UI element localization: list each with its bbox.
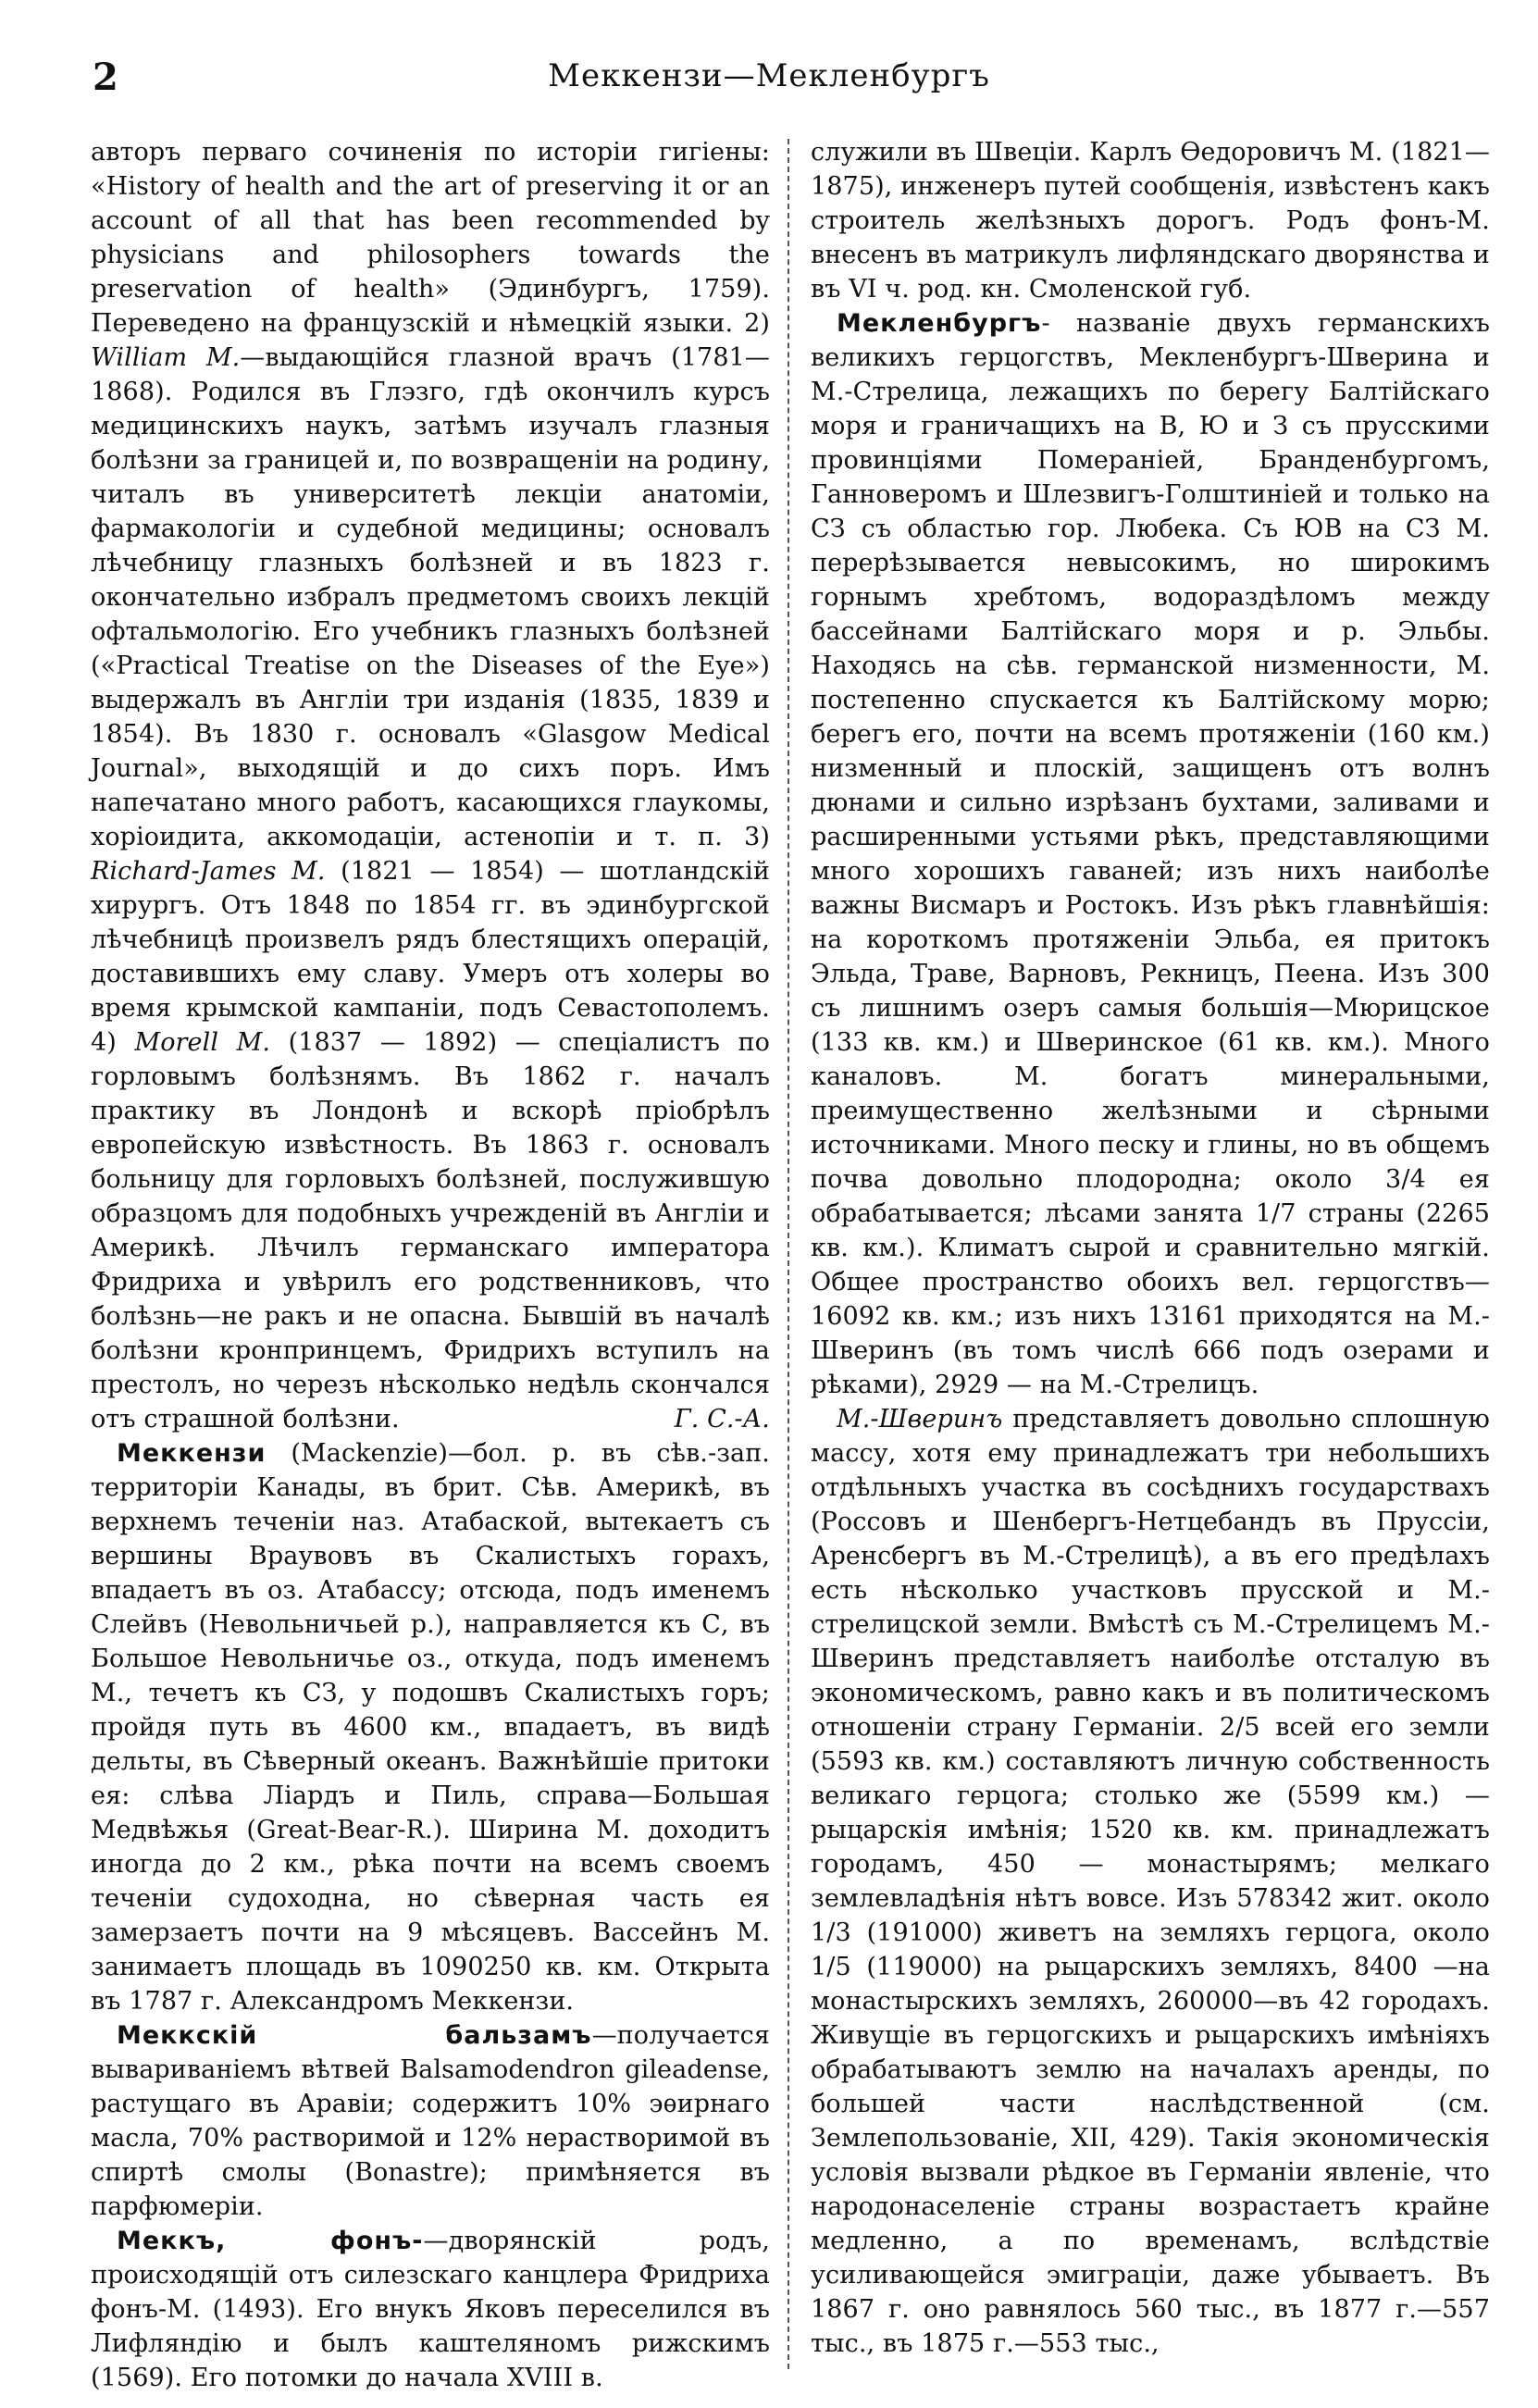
article-text: (Mackenzie)—бол. р. въ сѣв.-зап. территоріи Канады, въ брит. Сѣв. Америкѣ, въ верхнемъ теченіи наз. Атабаской, вытекаетъ съ вершины Враувовъ въ Скалистыхъ горахъ, впадаетъ въ оз. Атабассу; отсюда, подъ именемъ Слейвъ (Невольничьей р.), направляется къ С, въ Большое Невольничье оз., откуда, подъ именемъ М., течетъ къ СЗ, у подошвъ Скалистыхъ горъ; пройдя путь въ 4600 км., впадаетъ, въ видѣ дельты, въ Сѣверный океанъ. Важнѣйшіе притоки ея: слѣва Ліардъ и Пиль, справа—Большая Медвѣжья (Great-Bear-R.). Ширина М. доходитъ иногда до 2 км., рѣка почти на всемъ своемъ теченіи судоходна, но сѣверная часть ея замерзаетъ почти на 9 мѣсяцевъ. Вассейнъ М. занимаетъ площадь въ 1090250 кв. км. Открыта въ 1787 г. Александромъ Меккензи.	[91, 1439, 770, 2016]
article-text: представляетъ довольно сплошную массу, хотя ему принадлежатъ три небольшихъ отдѣльныхъ участка въ сосѣднихъ государствахъ (Россовъ и Шенбергъ-Нетцебандъ въ Пруссіи, Аренсбергъ въ М.-Стрелицѣ), а въ его предѣлахъ есть нѣсколько участковъ прусской и М.-стрелицской земли. Вмѣстѣ съ М.-Стрелицемъ М.-Шверинъ представляетъ наиболѣе отсталую въ экономическомъ, равно какъ и въ политическомъ отношеніи страну Германіи. 2/5 всей его земли (5593 кв. км.) составляютъ личную собственность великаго герцога; столько же (5599 км.) —рыцарскія имѣнія; 1520 кв. км. принадлежатъ городамъ, 450 — монастырямъ; мелкаго землевладѣнія нѣтъ вовсе. Изъ 578342 жит. около 1/3 (191000) живетъ на земляхъ герцога, около 1/5 (119000) на рыцарскихъ земляхъ, 8400 —на монастырскихъ земляхъ, 260000—въ 42 городахъ. Живущіе въ герцогскихъ и рыцарскихъ имѣніяхъ обрабатываютъ землю на началахъ аренды, по большей части наслѣдственной (см. Землепользованіе, XII, 429). Такія экономическія условія вызвали рѣдкое въ Германіи явленіе, что народонаселеніе страны возрастаетъ крайне медленно, а по временамъ, вслѣдствіе усиливающейся эмиграціи, даже убываетъ. Въ 1867 г. оно равнялось 560 тыс., въ 1877 г.—557 тыс., въ 1875 г.—553 тыс.,	[811, 1405, 1490, 2358]
left-column	[91, 135, 771, 2392]
headword: Мекленбургъ	[837, 309, 1042, 338]
article-text: (1821 — 1854) — шотландскій хирургъ. Отъ 1848 по 1854 гг. въ эдинбургской лѣчебницѣ произвелъ рядъ блестящихъ операцій, доставившихъ ему славу. Умеръ отъ холеры во время крымской кампаніи, подъ Севастополемъ. 4)	[91, 857, 770, 1057]
article-text: —выдающійся глазной врачъ (1781—1868). Родился въ Глэзго, гдѣ окончилъ курсъ медицинскихъ наукъ, затѣмъ изучалъ глазныя болѣзни за границей и, по возвращеніи на родину, читалъ въ университетѣ лекціи анатоміи, фармакологіи и судебной медицины; основалъ лѣчебницу глазныхъ болѣзней и въ 1823 г. окончательно избралъ предметомъ своихъ лекцій офтальмологію. Его учебникъ глазныхъ болѣзней («Practical Treatise on the Diseases of the Eye») выдержалъ въ Англіи три изданія (1835, 1839 и 1854). Въ 1830 г. основалъ «Glasgow Medical Journal», выходящій и до сихъ поръ. Имъ напечатано много работъ, касающихся глаукомы, хоріоидита, аккомодаціи, астенопіи и т. п. 3)	[91, 343, 770, 851]
article-text: (1837 — 1892) — спеціалистъ по горловымъ болѣзнямъ. Въ 1862 г. началъ практику въ Лондонѣ и вскорѣ пріобрѣлъ европейскую извѣстность. Въ 1863 г. основалъ больницу для горловыхъ болѣзней, послужившую образцомъ для подобныхъ учрежденій въ Англіи и Америкѣ. Лѣчилъ германскаго императора Фридриха и увѣрилъ его родственниковъ, что болѣзнь—не ракъ и не опасна. Бывшій въ началѣ болѣзни кронпринцемъ, Фридрихъ вступилъ на престолъ, но черезъ нѣсколько недѣль скончался отъ страшной болѣзни.	[91, 1028, 771, 1434]
author-signature: Г. С.-А.	[674, 1405, 770, 1434]
article-text: служили въ Швеціи. Карлъ Ѳедоровичъ М. (1821—1875), инженеръ путей сообщенія, извѣстенъ какъ строитель желѣзныхъ дорогъ. Родъ фонъ-М. внесенъ въ матрикулъ лифляндскаго дворянства и въ VI ч. род. кн. Смоленской губ.	[811, 138, 1490, 304]
article-meck-family-cont	[811, 135, 1490, 306]
headword: Меккскій бальзамъ	[117, 2021, 592, 2050]
headword: Меккензи	[117, 1439, 267, 1468]
person-name: Morell M.	[134, 1028, 271, 1057]
article-mecklenburg-schwerin	[811, 1402, 1490, 2361]
article-text: —дворянскій родъ, происходящій отъ силезскаго канцлера Фридриха фонъ-М. (1493). Его внукъ Яковъ переселился въ Лифляндію и былъ каштеляномъ рижскимъ (1569). Его потомки до начала XVIII в.	[91, 2227, 770, 2392]
article-text: - названіе двухъ германскихъ великихъ герцогствъ, Мекленбургъ-Шверина и М.-Стрелица, лежащихъ по берегу Балтійскаго моря и граничащихъ на В, Ю и З съ прусскими провинціями Помераніей, Бранденбургомъ, Ганноверомъ и Шлезвигъ-Голштиніей и только на СЗ съ областью гор. Любека. Съ ЮВ на СЗ М. перерѣзывается невысокимъ, но широкимъ горнымъ хребтомъ, водораздѣломъ между бассейнами Балтійскаго моря и р. Эльбы. Находясь на сѣв. германской низменности, М. постепенно спускается къ Балтійскому морю; берегъ его, почти на всемъ протяженіи (160 км.) низменный и плоскій, защищенъ отъ волнъ дюнами и сильно изрѣзанъ бухтами, заливами и расширенными устьями рѣкъ, представляющими много хорошихъ гаваней; изъ нихъ наиболѣе важны Висмаръ и Ростокъ. Изъ рѣкъ главнѣйшія: на короткомъ протяженіи Эльба, ея притокъ Эльда, Траве, Варновъ, Рекницъ, Пеена. Изъ 300 съ лишнимъ озеръ самыя большія—Мюрицское (133 кв. км.) и Шверинское (61 кв. км.). Много каналовъ. М. богатъ минеральными, преимущественно желѣзными и сѣрными источниками. Много песку и глины, но въ общемъ почва довольно плодородна; около 3/4 ея обрабатывается; лѣсами занята 1/7 страны (2265 кв. км.). Климатъ сырой и сравнительно мягкій. Общее пространство обоихъ вел. герцогствъ—16092 кв. км.; изъ нихъ 13161 приходятся на М.-Шверинъ (въ томъ числѣ 666 подъ озерами и рѣками), 2929 — на М.-Стрелицъ.	[811, 309, 1490, 1399]
subheading: М.-Шверинъ	[837, 1405, 1003, 1434]
person-name: William M.	[91, 343, 241, 372]
column-divider	[788, 139, 789, 2369]
article-text: —получается вывариваніемъ вѣтвей Balsamodendron gileadense, растущаго въ Аравіи; содержитъ 10% эѳирнаго масла, 70% растворимой и 12% нерастворимой въ спиртѣ смолы (Bonastre); примѣняется въ парфюмеріи.	[91, 2021, 770, 2221]
page-header	[93, 56, 1445, 115]
article-text: авторъ перваго сочиненія по исторіи гигіены: «History of health and the art of preserving it or an account of all that has been recommended by physicians and philosophers towards the preservation of health» (Эдинбургъ, 1759). Переведено на французскій и нѣмецкій языки. 2)	[91, 138, 770, 338]
headword: Меккъ, фонъ-	[117, 2227, 424, 2255]
running-head: Меккензи—Мекленбургъ	[548, 57, 990, 94]
person-name: Richard-James M.	[91, 857, 326, 886]
article-mackenzie-persons	[91, 135, 770, 1436]
right-column	[811, 135, 1490, 2375]
page-number: 2	[93, 56, 118, 99]
article-mackenzie-river	[91, 1436, 770, 2018]
article-meck-family	[91, 2224, 770, 2395]
article-mecklenburg	[811, 306, 1490, 1402]
article-mecca-balsam	[91, 2018, 770, 2224]
